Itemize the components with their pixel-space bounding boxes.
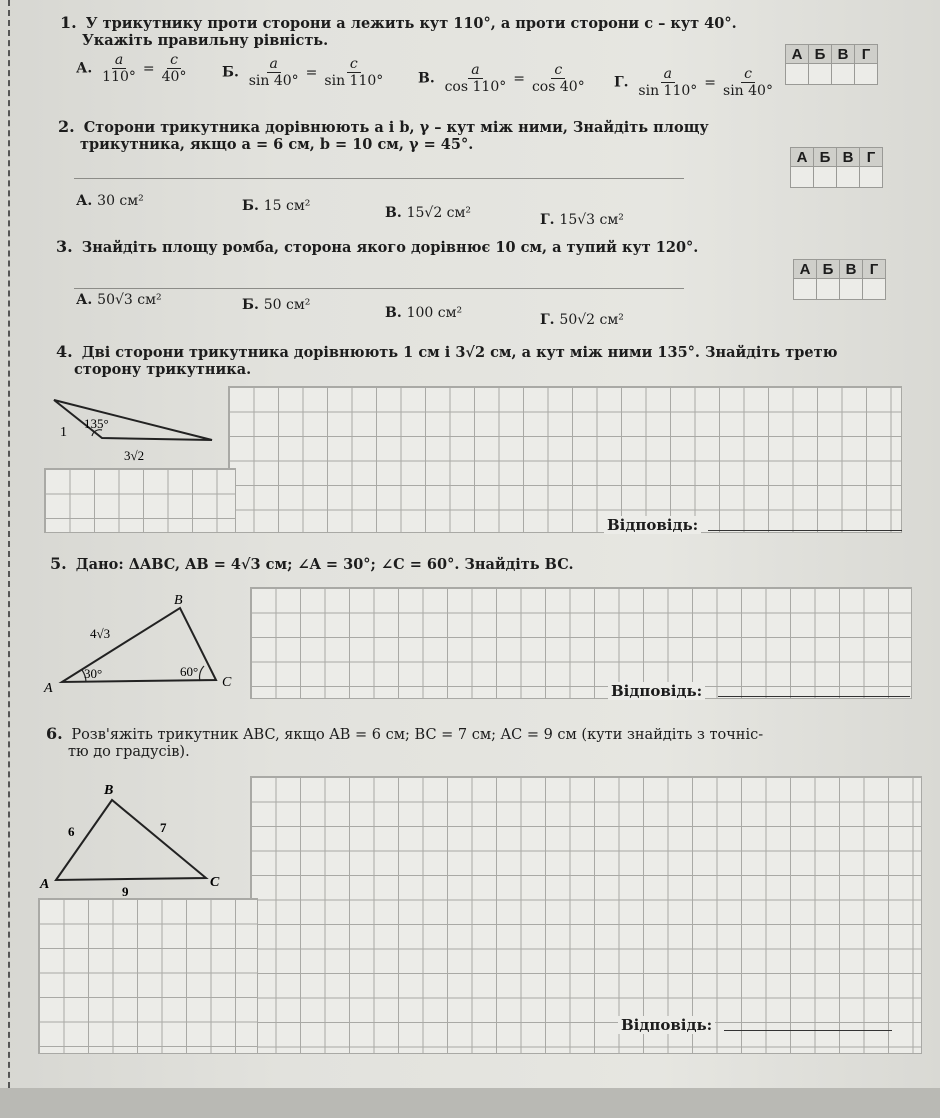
question-6 (46, 725, 926, 761)
q2-option-b[interactable] (242, 198, 310, 214)
question-text-line2: сторону трикутника. (74, 361, 252, 378)
answer-grid-q2 (790, 147, 883, 188)
answer-box[interactable] (786, 64, 809, 85)
q1-option-b[interactable]: Б. $\frac{a}{\sin 40^\circ}$ = $\frac{c}{\sin 110^\circ}$ (222, 56, 388, 89)
answer-line-q6[interactable] (724, 1030, 892, 1031)
option-label: Б. (242, 297, 259, 313)
triangle-figure-q4 (44, 392, 224, 472)
answer-box[interactable] (855, 64, 878, 85)
answer-grid-q1 (785, 44, 878, 85)
cut-line (8, 0, 10, 1118)
answer-col-a: А (794, 260, 817, 279)
fraction-denominator: sin 40° (723, 83, 773, 99)
answer-col-b: Б (814, 148, 837, 167)
question-text-line2: трикутника, якщо a = 6 см, b = 10 см, γ = 45°. (80, 136, 474, 153)
work-grid-q4-left[interactable] (44, 468, 236, 533)
q1-option-c[interactable]: В. $\frac{a}{\cos 110^\circ}$ = $\frac{c}{\cos 40^\circ}$ (418, 62, 590, 95)
question-number: 6. (46, 724, 63, 743)
answer-box[interactable] (809, 64, 832, 85)
vertex-a: A (40, 877, 50, 892)
option-value: 50 см² (263, 297, 311, 313)
triangle-figure-q5 (40, 590, 250, 700)
answer-col-a: А (786, 45, 809, 64)
triangle-figure-q6 (38, 780, 238, 898)
work-grid-q6-left[interactable] (38, 898, 258, 1054)
q1-option-d[interactable]: Г. $\frac{a}{\sin 110^\circ}$ = $\frac{c}{\sin 40^\circ}$ (614, 66, 778, 99)
answer-col-d: Г (863, 260, 886, 279)
fraction-numerator: c (167, 52, 181, 69)
answer-box[interactable] (817, 279, 840, 300)
question-text-line2: Укажіть правильну рівність. (82, 32, 329, 49)
fraction-numerator: c (551, 62, 565, 79)
question-1 (60, 14, 780, 49)
angle-label: 135° (84, 416, 109, 431)
option-label: А. (76, 193, 93, 209)
page-bottom-edge (0, 1088, 940, 1118)
fraction-numerator: c (741, 66, 755, 83)
work-grid-q5[interactable] (250, 587, 912, 699)
option-label: А. (76, 292, 93, 308)
q3-option-b[interactable] (242, 297, 310, 313)
answer-col-c: В (840, 260, 863, 279)
fraction-denominator: 110° (102, 69, 136, 85)
q3-option-a[interactable] (76, 292, 162, 308)
answer-box[interactable] (832, 64, 855, 85)
vertex-c: C (222, 675, 232, 690)
option-label: В. (385, 205, 402, 221)
side-label-bc: 7 (160, 820, 167, 835)
work-grid-q4-top[interactable] (228, 386, 902, 533)
question-text: Дві сторони трикутника дорівнюють 1 см і 3√2 см, а кут між ними 135°. Знайдіть третю (81, 344, 838, 361)
side-label-2: 3√2 (124, 448, 145, 463)
answer-col-d: Г (860, 148, 883, 167)
answer-line-q4[interactable] (708, 530, 902, 531)
fraction-denominator: 40° (161, 69, 187, 85)
question-text-line2: тю до градусів). (68, 744, 190, 760)
question-text: У трикутнику проти сторони a лежить кут 110°, а проти сторони c – кут 40°. (85, 15, 737, 32)
answer-col-b: Б (809, 45, 832, 64)
answer-col-c: В (832, 45, 855, 64)
answer-col-c: В (837, 148, 860, 167)
question-2 (58, 118, 758, 153)
q3-option-d[interactable] (540, 312, 624, 328)
answer-box[interactable] (814, 167, 837, 188)
question-text: Дано: ΔABC, AB = 4√3 см; ∠A = 30°; ∠C = 60°. Знайдіть BC. (75, 556, 574, 573)
fraction-denominator: sin 110° (324, 73, 384, 89)
answer-col-a: А (791, 148, 814, 167)
answer-col-b: Б (817, 260, 840, 279)
fraction-numerator: c (347, 56, 361, 73)
question-4 (56, 343, 916, 378)
work-grid-q6-right[interactable] (250, 776, 922, 1054)
question-text: Розв'яжіть трикутник ABC, якщо AB = 6 см; BC = 7 см; AC = 9 см (кути знайдіть з точніс- (71, 727, 764, 743)
answer-box[interactable] (837, 167, 860, 188)
option-label: А. (76, 60, 93, 77)
answer-box[interactable] (860, 167, 883, 188)
option-value: 50√2 см² (559, 312, 624, 328)
divider (74, 178, 684, 179)
question-number: 2. (58, 117, 75, 136)
vertex-a: A (44, 681, 53, 696)
divider (74, 288, 684, 289)
q1-option-a[interactable]: А. $\frac{a}{110^\circ}$ = $\frac{c}{40^\circ}$ (76, 52, 191, 85)
option-label: Г. (540, 212, 555, 228)
question-number: 5. (50, 554, 67, 573)
angle-label-c: 60° (180, 664, 199, 679)
fraction-numerator: a (112, 52, 126, 69)
side-label-ac: 9 (122, 884, 129, 898)
answer-label: Відповідь: (618, 1016, 715, 1034)
option-value: 50√3 см² (97, 292, 162, 308)
answer-label: Відповідь: (604, 516, 701, 534)
fraction-denominator: sin 40° (248, 73, 299, 89)
q2-option-c[interactable] (385, 205, 471, 221)
option-label: Б. (242, 198, 259, 214)
option-label: В. (385, 305, 402, 321)
question-text: Сторони трикутника дорівнюють a і b, γ – кут між ними, Знайдіть площу (83, 119, 709, 136)
answer-box[interactable] (791, 167, 814, 188)
side-label-1: 1 (60, 425, 67, 440)
answer-col-d: Г (855, 45, 878, 64)
q3-option-c[interactable] (385, 305, 462, 321)
option-label: Б. (222, 64, 239, 81)
option-value: 15√2 см² (406, 205, 472, 221)
answer-grid-q3 (793, 259, 886, 300)
option-label: Г. (540, 312, 555, 328)
fraction-numerator: a (267, 56, 281, 73)
vertex-b: B (174, 593, 183, 608)
angle-label-a: 30° (84, 666, 103, 681)
question-number: 3. (56, 237, 73, 256)
option-value: 30 см² (97, 193, 144, 209)
q2-option-a[interactable] (76, 193, 144, 209)
question-text: Знайдіть площу ромба, сторона якого дорівнює 10 см, а тупий кут 120°. (81, 239, 699, 256)
vertex-b: B (104, 783, 114, 798)
question-3 (56, 238, 776, 256)
question-number: 4. (56, 342, 73, 361)
question-number: 1. (60, 13, 77, 32)
option-value: 100 см² (406, 305, 463, 321)
option-label: Г. (614, 74, 629, 91)
side-label-ab: 4√3 (90, 626, 111, 641)
fraction-numerator: a (468, 62, 482, 79)
answer-box[interactable] (794, 279, 817, 300)
fraction-denominator: cos 40° (531, 79, 585, 95)
answer-box[interactable] (863, 279, 886, 300)
vertex-c: C (210, 875, 220, 890)
q2-option-d[interactable] (540, 212, 624, 228)
fraction-denominator: sin 110° (638, 83, 698, 99)
side-label-ab: 6 (68, 824, 75, 839)
fraction-numerator: a (661, 66, 675, 83)
fraction-denominator: cos 110° (444, 79, 507, 95)
answer-box[interactable] (840, 279, 863, 300)
option-label: В. (418, 70, 435, 87)
option-value: 15√3 см² (559, 212, 624, 228)
answer-label: Відповідь: (608, 682, 705, 700)
option-value: 15 см² (263, 198, 311, 214)
answer-line-q5[interactable] (718, 696, 910, 697)
question-5 (50, 555, 870, 573)
